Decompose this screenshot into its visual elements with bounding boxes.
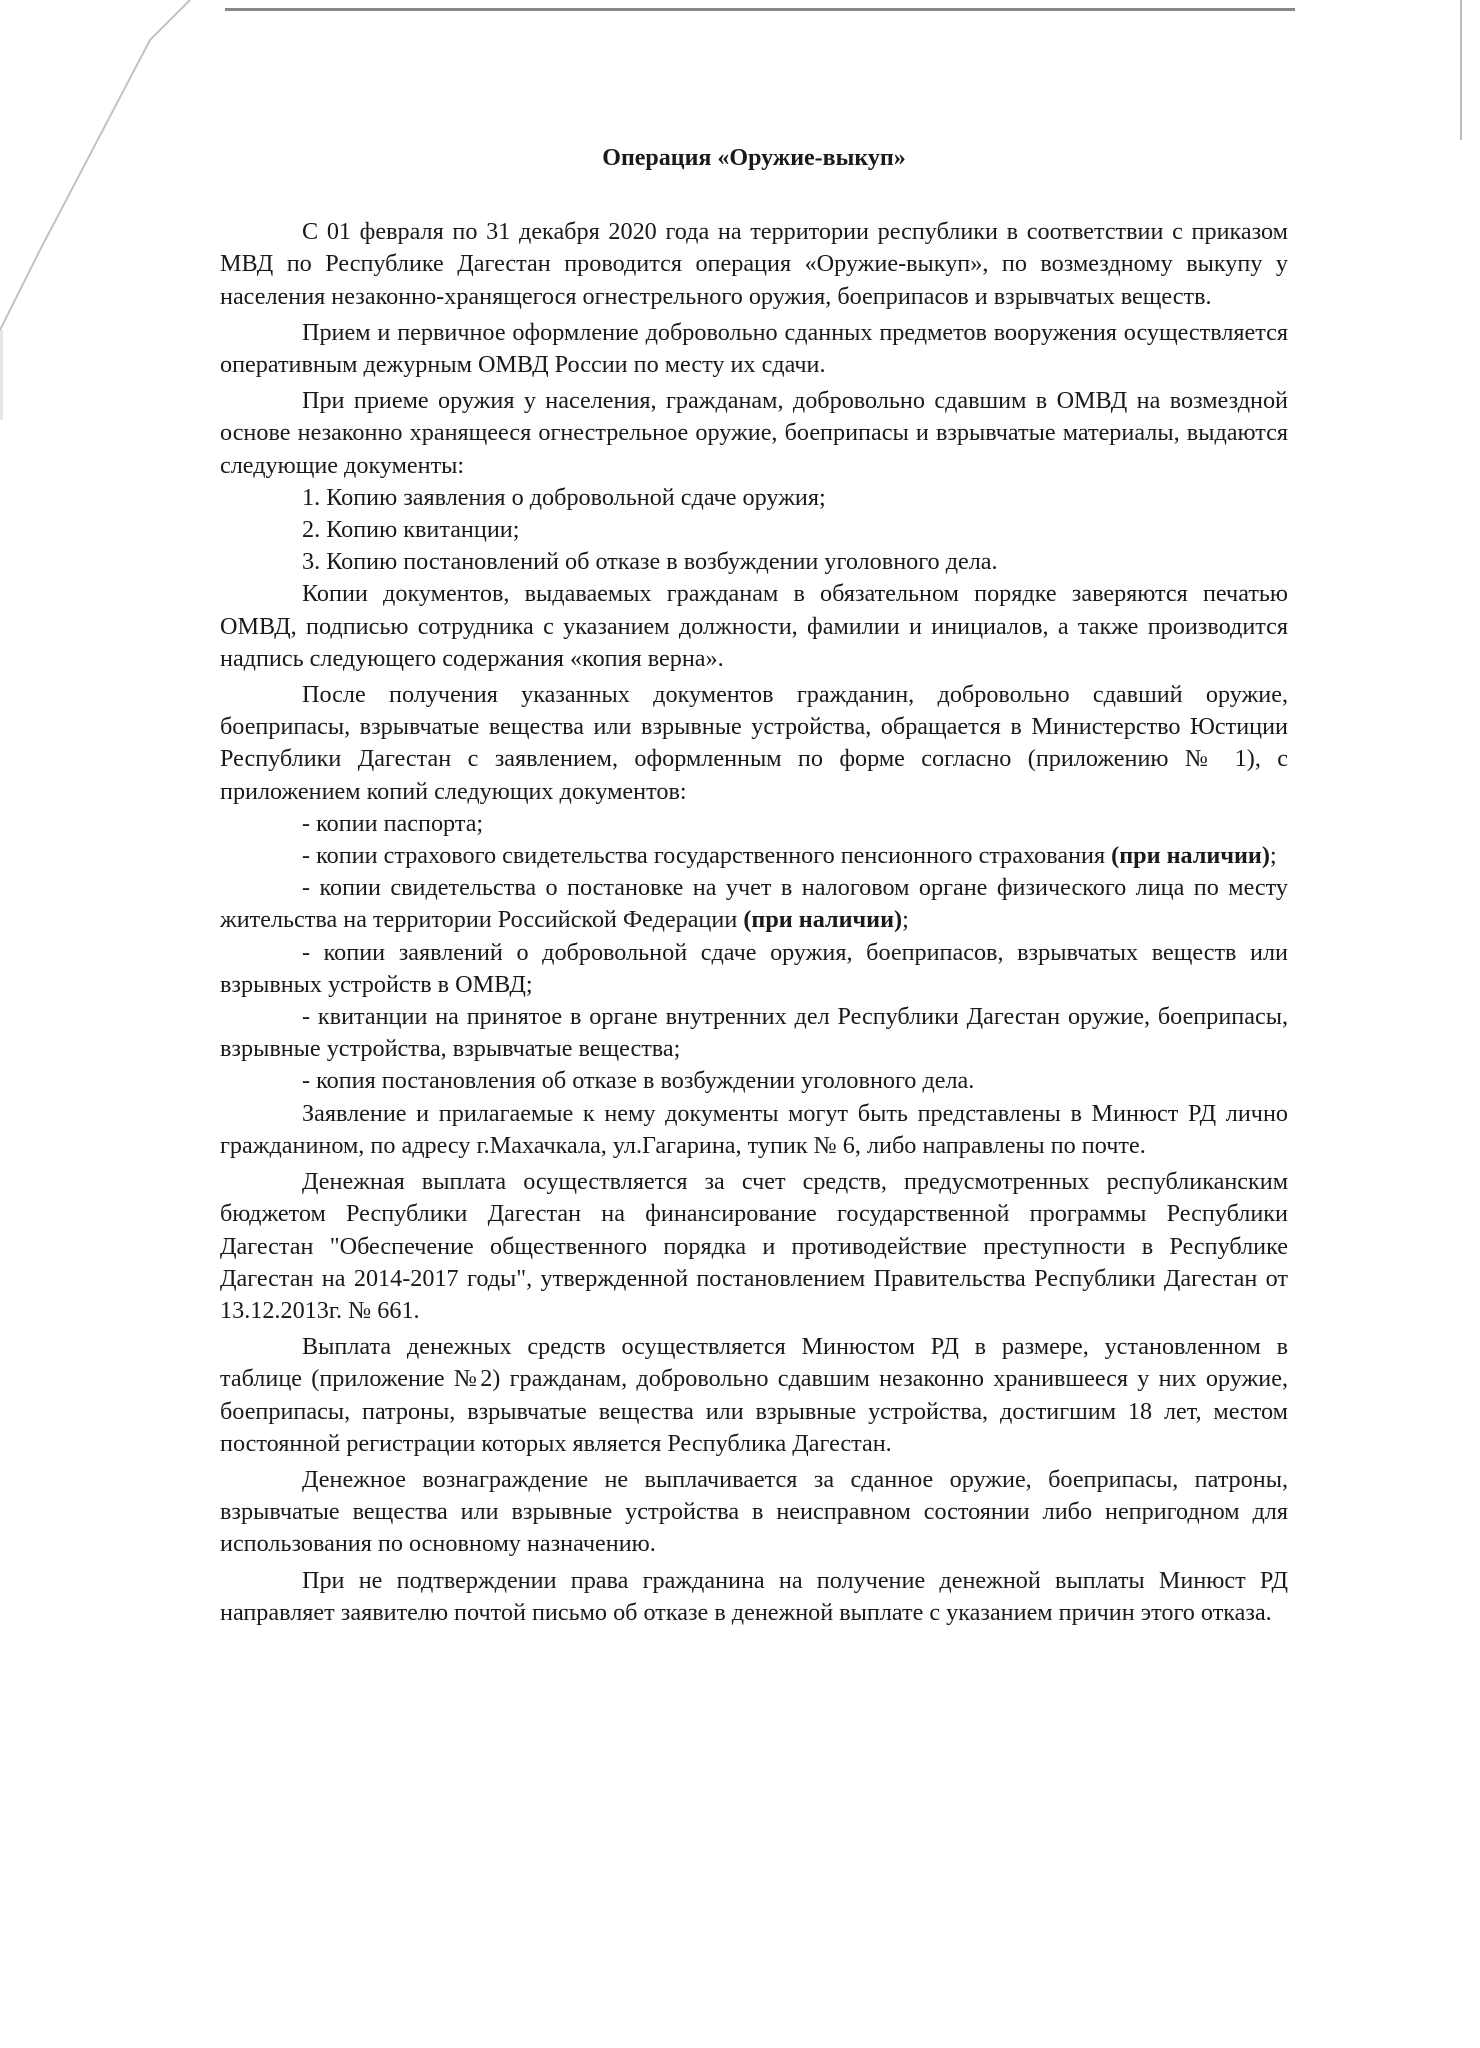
paragraph-refusal: При не подтверждении права гражданина на получение денежной выплаты Минюст РД направляет заявителю почтой письмо об отказе в денежной выплате с указанием причин этого отказа. (220, 1566, 1288, 1626)
doc-item-resolution: - копия постановления об отказе в возбуждении уголовного дела. (302, 1067, 975, 1095)
doc-item-insurance-bold: (при наличии) (1111, 842, 1270, 870)
doc-item-tax-end: ; (902, 906, 909, 934)
paragraph-ministry-application: После получения указанных документов гражданин, добровольно сдавший оружие, боеприпасы, взрывчатые вещества или взрывные устройства, обращается в Министерство Юстиции Республики Дагестан с заявлением, оформленным по форме согласно (приложению № 1), с приложением копий следующих документов: (220, 681, 1288, 805)
doc-item-receipts: - квитанции на принятое в органе внутренних дел Республики Дагестан оружие, боеприпасы, взрывные устройства, взрывчатые вещества; (220, 1003, 1288, 1063)
paragraph-reception: Прием и первичное оформление добровольно сданных предметов вооружения осуществляется оперативным дежурным ОМВД России по месту их сдачи. (220, 318, 1288, 379)
paragraph-submission: Заявление и прилагаемые к нему документы могут быть представлены в Минюст РД лично гражданином, по адресу г.Махачкала, ул.Гагарина, тупик № 6, либо направлены по почте. (220, 1099, 1288, 1159)
doc-item-insurance-end: ; (1269, 842, 1277, 870)
list-item-1: 1. Копию заявления о добровольной сдаче оружия; (302, 483, 826, 511)
scan-fold-shadow (0, 0, 220, 420)
document-page (220, 142, 1288, 1629)
list-item-2: 2. Копию квитанции; (302, 516, 520, 544)
paragraph-no-reward: Денежное вознаграждение не выплачивается за сданное оружие, боеприпасы, патроны, взрывчатые вещества или взрывные устройства в неисправном состоянии либо непригодном для использования по основному назначению. (220, 1465, 1288, 1558)
doc-item-statements: - копии заявлений о добровольной сдаче оружия, боеприпасов, взрывчатых веществ или взрывных устройств в ОМВД; (220, 938, 1288, 998)
doc-item-insurance-text: - копии страхового свидетельства государственного пенсионного страхования (302, 842, 1112, 870)
paragraph-payment: Выплата денежных средств осуществляется Минюстом РД в размере, установленном в таблице (приложение №2) гражданам, добровольно сдавшим незаконно хранившееся у них оружие, боеприпасы, патроны, взрывчатые вещества или взрывные устройства, достигшим 18 лет, местом постоянной регистрации которых является Республика Дагестан. (220, 1333, 1288, 1457)
paragraph-funding: Денежная выплата осуществляется за счет средств, предусмотренных республиканским бюджетом Республики Дагестан на финансирование государственной программы Республики Дагестан "Обеспечение общественного порядка и противодействие преступности в Республике Дагестан на 2014-2017 годы", утвержденной постановлением Правительства Республики Дагестан от 13.12.2013г. № 661. (220, 1168, 1288, 1324)
doc-item-tax (220, 872, 1288, 936)
doc-item-tax-text: - копии свидетельства о постановке на учет в налоговом органе физического лица по месту жительства на территории Российской Федерации (220, 874, 1288, 934)
doc-item-insurance (220, 840, 1288, 872)
list-item-3: 3. Копию постановлений об отказе в возбуждении уголовного дела. (302, 548, 998, 576)
paragraph-issued-documents: При приеме оружия у населения, гражданам, добровольно сдавшим в ОМВД на возмездной основе незаконно хранящееся огнестрельное оружие, боеприпасы и взрывчатые материалы, выдаются следующие документы: (220, 387, 1288, 479)
paragraph-certification: Копии документов, выдаваемых гражданам в обязательном порядке заверяются печатью ОМВД, подписью сотрудника с указанием должности, фамилии и инициалов, а также производится надпись следующего содержания «копия верна». (220, 580, 1288, 672)
doc-item-passport: - копии паспорта; (302, 809, 484, 837)
document-title: Операция «Оружие-выкуп» (602, 145, 906, 171)
doc-item-tax-bold: (при наличии) (743, 906, 903, 934)
paragraph-operation-intro: С 01 февраля по 31 декабря 2020 года на территории республики в соответствии с приказом МВД по Республике Дагестан проводится операция «Оружие-выкуп», по возмездному выкупу у населения незаконно-хранящегося огнестрельного оружия, боеприпасов и взрывчатых веществ. (220, 218, 1288, 310)
scan-border-right (1460, 0, 1462, 140)
scan-border-top (225, 8, 1295, 11)
